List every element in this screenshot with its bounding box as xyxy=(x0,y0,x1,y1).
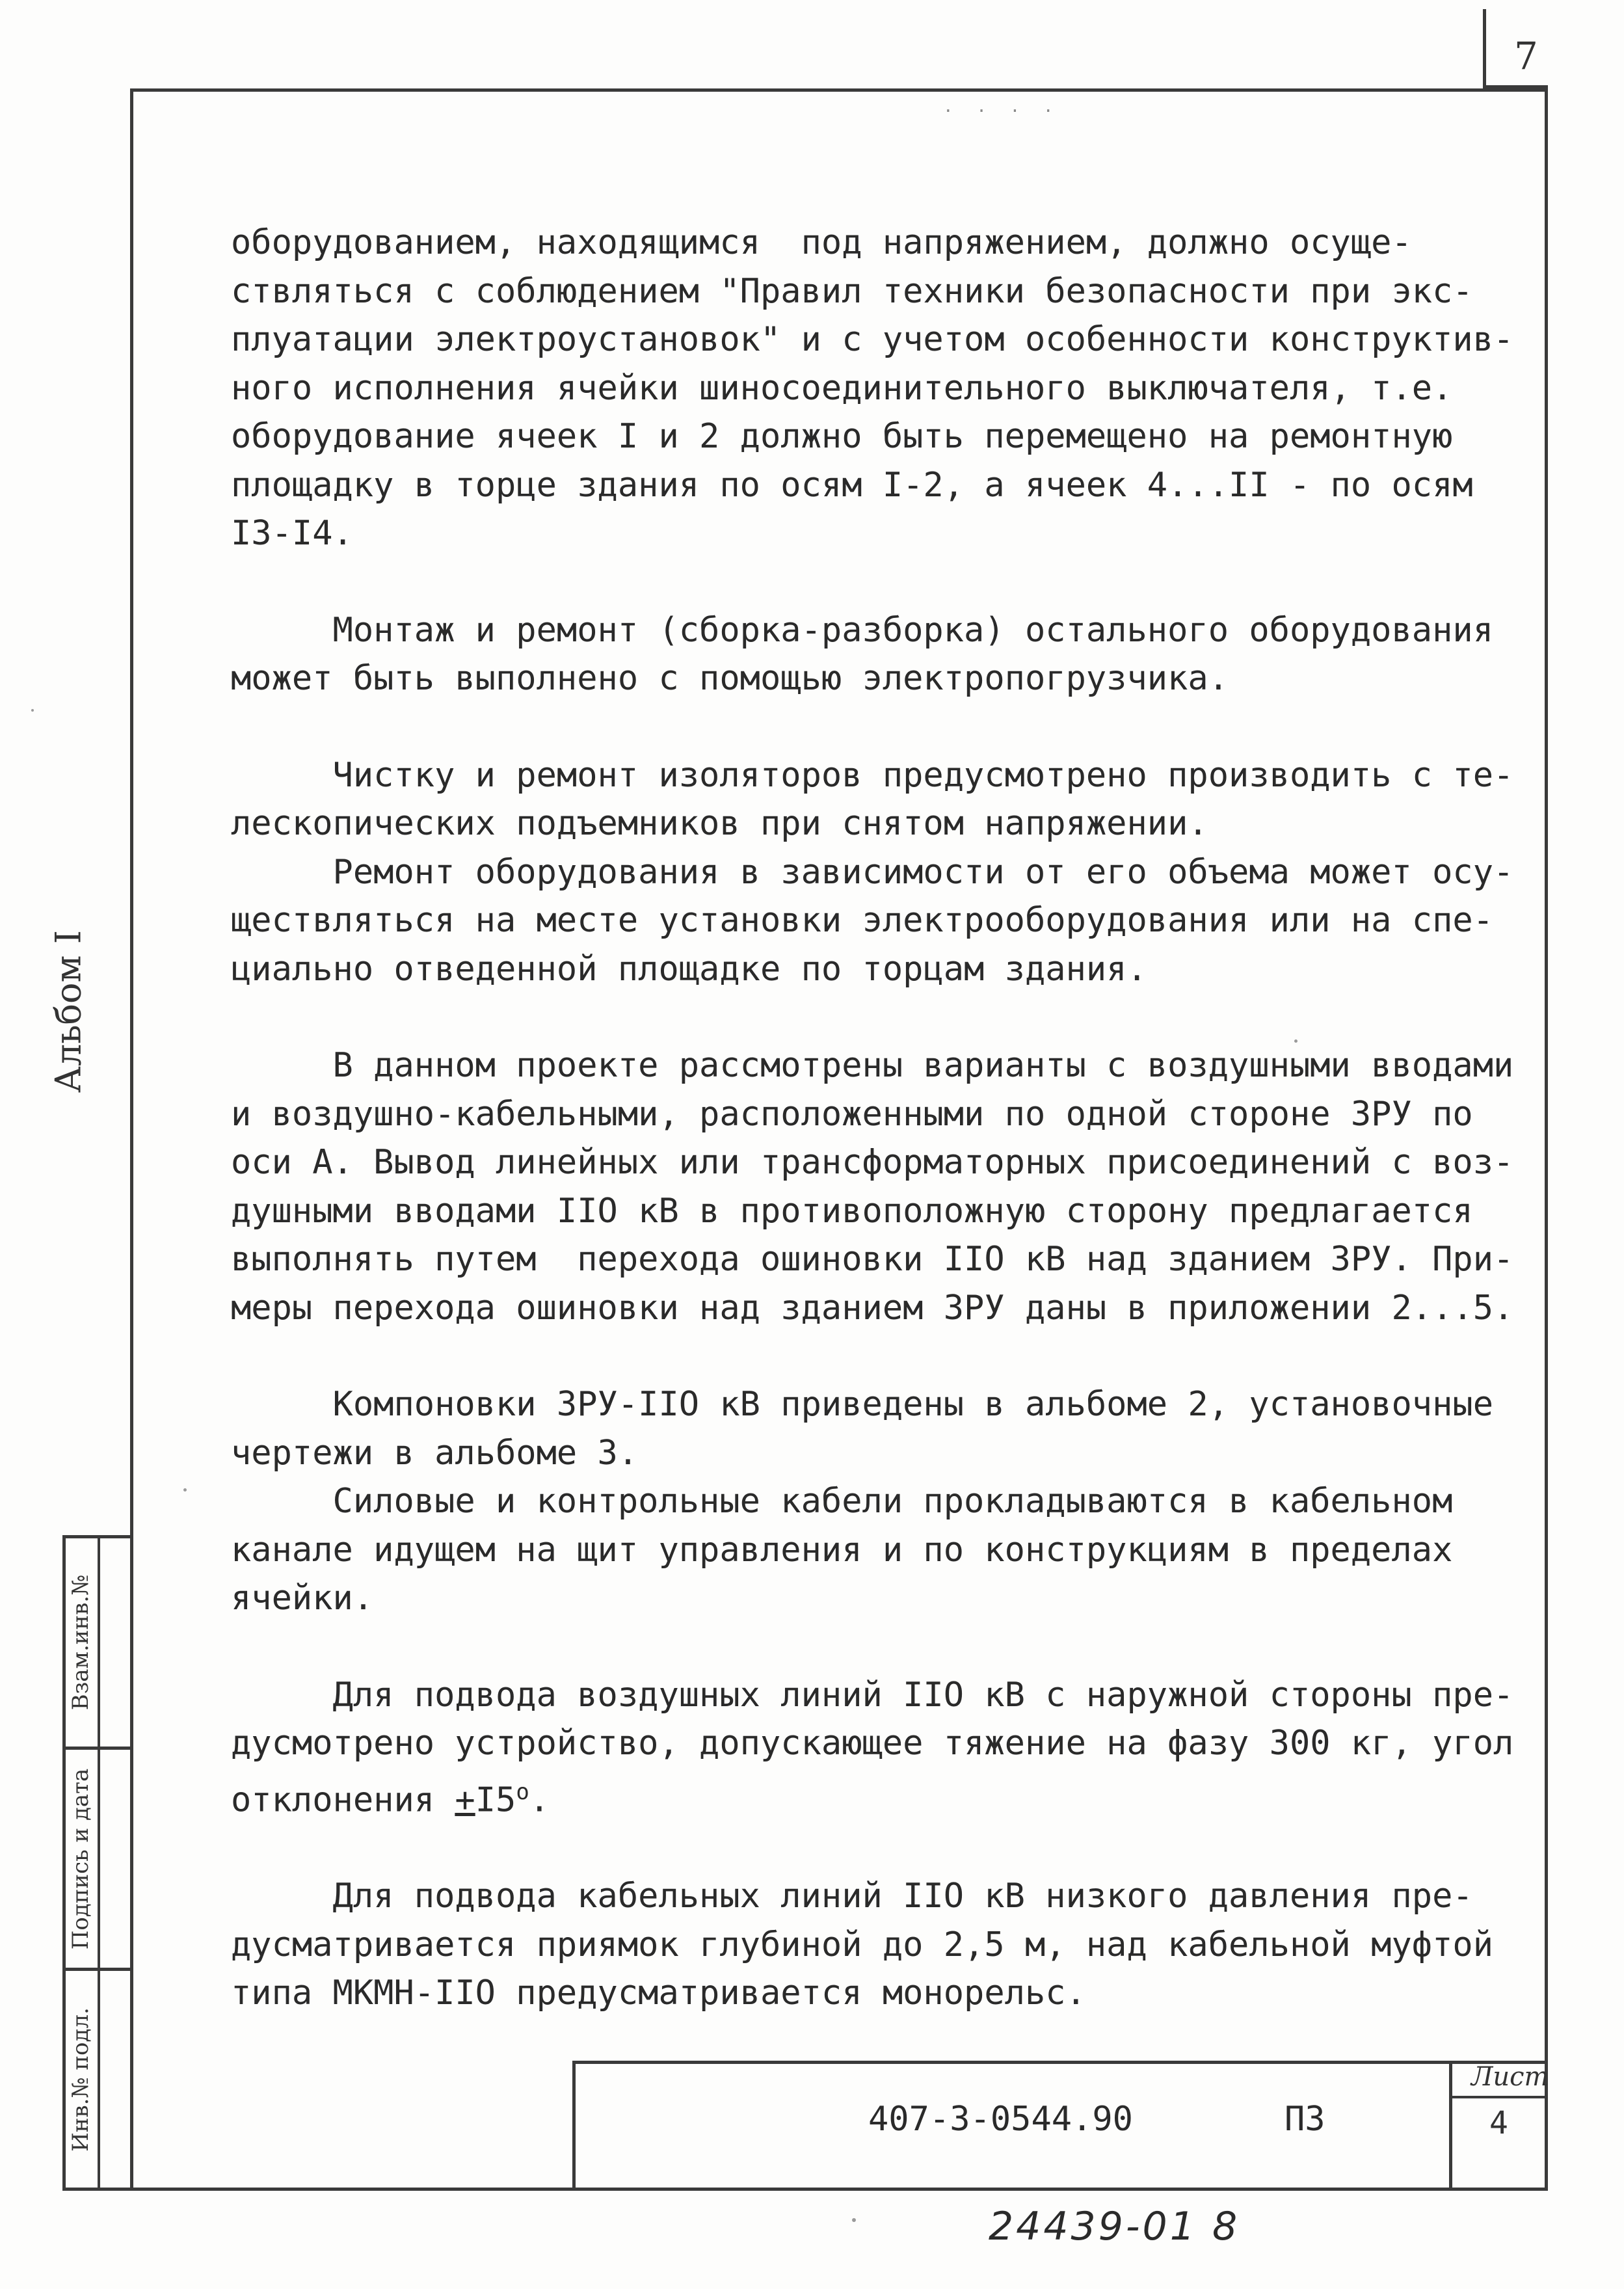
text-line: лескопических подъемников при снятом напряжении. xyxy=(231,804,1208,843)
album-label xyxy=(39,907,98,1116)
degree-sign: о xyxy=(516,1778,529,1805)
text-line: Ремонт оборудования в зависимости от его объема может осу- xyxy=(231,852,1514,892)
album-label-text: Альбом I xyxy=(47,930,89,1093)
document-type: ПЗ xyxy=(1285,2100,1325,2139)
scan-speck xyxy=(852,2218,856,2222)
text-line: оборудование ячеек I и 2 должно быть перемещено на ремонтную xyxy=(231,417,1453,456)
text-line: типа МКМН-IIO предусматривается монорельс. xyxy=(231,1974,1086,2013)
text-line: выполнять путем перехода ошиновки IIO кВ над зданием ЗРУ. При- xyxy=(231,1240,1514,1279)
scan-speck xyxy=(31,709,34,712)
title-block-sheet-divider xyxy=(1449,2096,1548,2098)
paragraph-mounting xyxy=(231,606,1499,703)
text-line: ячейки. xyxy=(231,1579,374,1618)
paragraph-variants xyxy=(231,1041,1514,1332)
text-line: дусматривается приямок глубиной до 2,5 м, над кабельной муфтой xyxy=(231,1925,1494,1964)
text-line: оборудованием, находящимся под напряжением, должно осуще- xyxy=(231,223,1412,262)
text-line: площадку в торце здания по осям I-2, а ячеек 4...II - по осям xyxy=(231,465,1473,505)
text-fragment: . xyxy=(529,1780,550,1819)
plus-minus-sign: + xyxy=(455,1780,475,1819)
text-line: ществляться на месте установки электрооборудования или на спе- xyxy=(231,901,1494,940)
page-number: 7 xyxy=(1514,34,1538,78)
text-line: Компоновки ЗРУ-IIO кВ приведены в альбоме 2, установочные xyxy=(231,1385,1494,1424)
paragraph-cable-lines xyxy=(231,1872,1499,2018)
text-line: циально отведенной площадке по торцам здания. xyxy=(231,949,1147,989)
text-line: В данном проекте рассмотрены варианты с воздушными вводами xyxy=(231,1046,1514,1085)
text-line: Чистку и ремонт изоляторов предусмотрено производить с те- xyxy=(231,755,1514,795)
strip-cell-inventory xyxy=(62,1971,99,2188)
paragraph-layouts xyxy=(231,1380,1499,1623)
text-line: оси А. Вывод линейных или трансформаторных присоединений с воз- xyxy=(231,1143,1514,1182)
text-line: и воздушно-кабельными, расположенными по одной стороне ЗРУ по xyxy=(231,1094,1473,1134)
strip-cell-label: Взам.инв.№ xyxy=(68,1574,94,1711)
body-text xyxy=(231,219,1514,2018)
text-line: Монтаж и ремонт (сборка-разборка) остального оборудования xyxy=(231,610,1494,650)
scan-speck xyxy=(183,1488,187,1492)
strip-cell-replacement xyxy=(62,1538,99,1747)
text-line: Для подвода кабельных линий IIO кВ низкого давления пре- xyxy=(231,1877,1473,1916)
strip-cell-label: Подпись и дата xyxy=(68,1768,94,1949)
text-line: канале идущем на щит управления и по конструкциям в пределах xyxy=(231,1530,1453,1570)
strip-cell-signature xyxy=(62,1750,99,1968)
paragraph-insulators xyxy=(231,751,1514,994)
text-fragment: отклонения xyxy=(231,1780,455,1819)
scan-speck xyxy=(1294,1039,1298,1043)
paragraph-safety xyxy=(231,219,1514,558)
scan-artifact: · · · · xyxy=(943,101,1060,121)
text-line xyxy=(231,1768,1499,1825)
angle-value: I5 xyxy=(475,1780,516,1819)
text-line: плуатации электроустановок" и с учетом особенности конструктив- xyxy=(231,320,1514,359)
text-line: ного исполнения ячейки шиносоединительного выключателя, т.е. xyxy=(231,368,1453,408)
text-line: Для подвода воздушных линий IIO кВ с наружной стороны пре- xyxy=(231,1675,1514,1715)
text-line: может быть выполнено с помощью электропогрузчика. xyxy=(231,659,1229,698)
paragraph-overhead-lines xyxy=(231,1671,1514,1825)
strip-cell-label: Инв.№ подл. xyxy=(68,2007,94,2152)
text-line: Силовые и контрольные кабели прокладываются в кабельном xyxy=(231,1482,1453,1521)
document-code: 407-3-0544.90 xyxy=(868,2100,1133,2139)
text-line: I3-I4. xyxy=(231,514,353,553)
text-line: дусмотрено устройство, допускающее тяжение на фазу 300 кг, угол xyxy=(231,1724,1514,1763)
text-line: меры перехода ошиновки над зданием ЗРУ даны в приложении 2...5. xyxy=(231,1288,1514,1328)
handwritten-archive-number: 24439-01 8 xyxy=(989,2204,1240,2249)
sheet-label: Лист xyxy=(1471,2062,1549,2092)
text-line: ствляться с соблюдением "Правил техники безопасности при экс- xyxy=(231,271,1473,311)
text-line: чертежи в альбоме 3. xyxy=(231,1433,639,1473)
text-line: душными вводами IIO кВ в противоположную сторону предлагается xyxy=(231,1191,1473,1231)
sheet-number: 4 xyxy=(1489,2105,1508,2141)
